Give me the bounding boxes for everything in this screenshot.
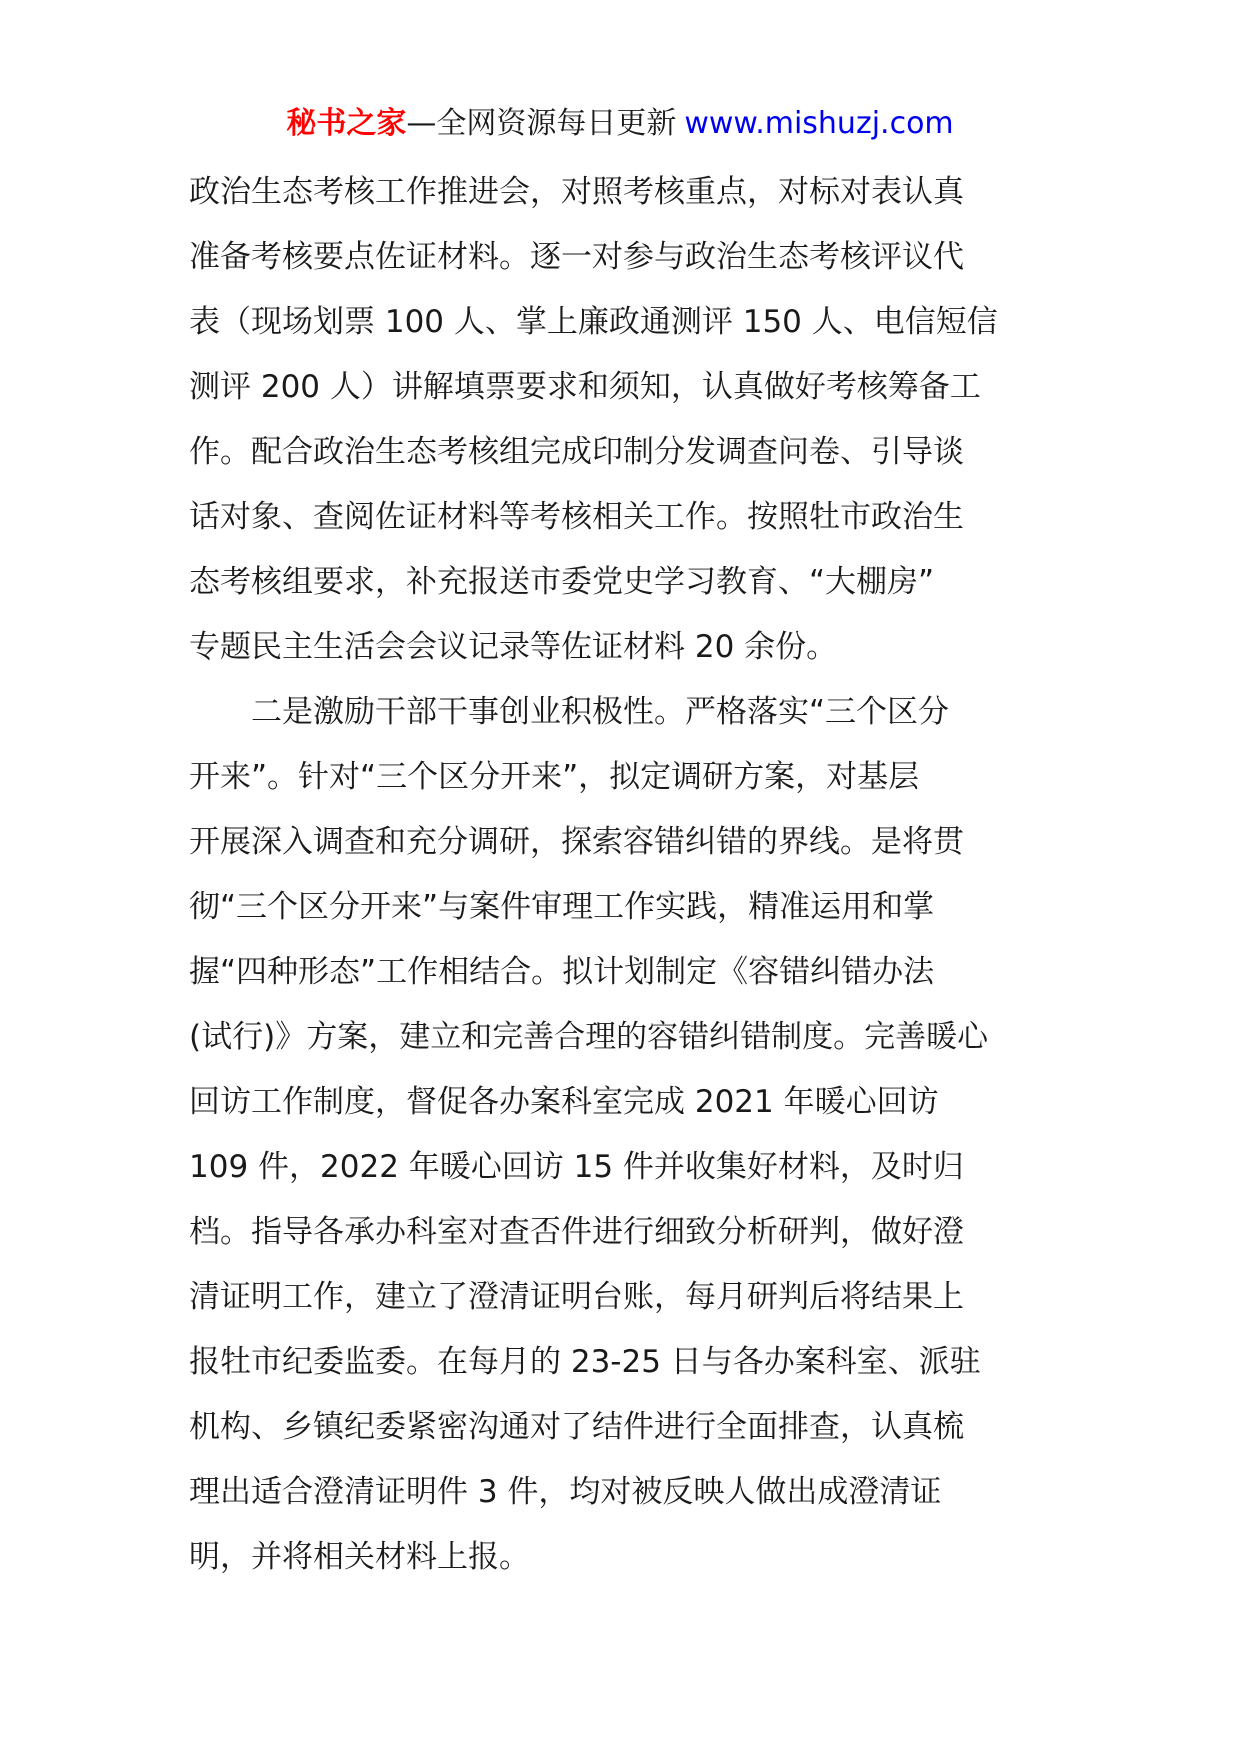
site-url-link[interactable]: www.mishuzj.com (684, 106, 954, 141)
text-line: 明，并将相关材料上报。 (189, 1539, 530, 1575)
text-line: 彻“三个区分开来”与案件审理工作实践，精准运用和掌 (189, 889, 935, 925)
text-line: 测评 200 人）讲解填票要求和须知，认真做好考核筹备工 (189, 369, 981, 405)
page-header (0, 104, 1240, 144)
text-line: 作。配合政治生态考核组完成印制分发调查问卷、引导谈 (189, 434, 964, 470)
text-line: 理出适合澄清证明件 3 件，均对被反映人做出成澄清证 (189, 1474, 942, 1510)
text-line: 准备考核要点佐证材料。逐一对参与政治生态考核评议代 (189, 239, 964, 275)
text-line: 话对象、查阅佐证材料等考核相关工作。按照牡市政治生 (189, 499, 964, 535)
text-line: 清证明工作，建立了澄清证明台账，每月研判后将结果上 (189, 1279, 964, 1315)
text-line: (试行)》方案，建立和完善合理的容错纠错制度。完善暖心 (189, 1019, 989, 1055)
document-body (189, 160, 1059, 1590)
text-line: 表（现场划票 100 人、掌上廉政通测评 150 人、电信短信 (189, 304, 998, 340)
text-line: 专题民主生活会会议记录等佐证材料 20 余份。 (189, 629, 838, 665)
text-line: 回访工作制度，督促各办案科室完成 2021 年暖心回访 (189, 1084, 939, 1120)
text-line: 握“四种形态”工作相结合。拟计划制定《容错纠错办法 (189, 954, 935, 990)
text-line: 态考核组要求，补充报送市委党史学习教育、“大棚房” (189, 564, 935, 600)
text-line: 开展深入调查和充分调研，探索容错纠错的界线。是将贯 (189, 824, 964, 860)
text-line: 开来”。针对“三个区分开来”，拟定调研方案，对基层 (189, 759, 920, 795)
text-line: 政治生态考核工作推进会，对照考核重点，对标对表认真 (189, 174, 964, 210)
brand-name: 秘书之家 (286, 106, 407, 141)
text-line: 机构、乡镇纪委紧密沟通对了结件进行全面排查，认真梳 (189, 1409, 964, 1445)
text-line: 档。指导各承办科室对查否件进行细致分析研判，做好澄 (189, 1214, 964, 1250)
text-line: 109 件，2022 年暖心回访 15 件并收集好材料，及时归 (189, 1149, 964, 1185)
paragraph-2-start: 二是激励干部干事创业积极性。严格落实“三个区分 (189, 694, 950, 730)
header-tagline: —全网资源每日更新 (406, 106, 677, 141)
text-line: 报牡市纪委监委。在每月的 23-25 日与各办案科室、派驻 (189, 1344, 981, 1380)
